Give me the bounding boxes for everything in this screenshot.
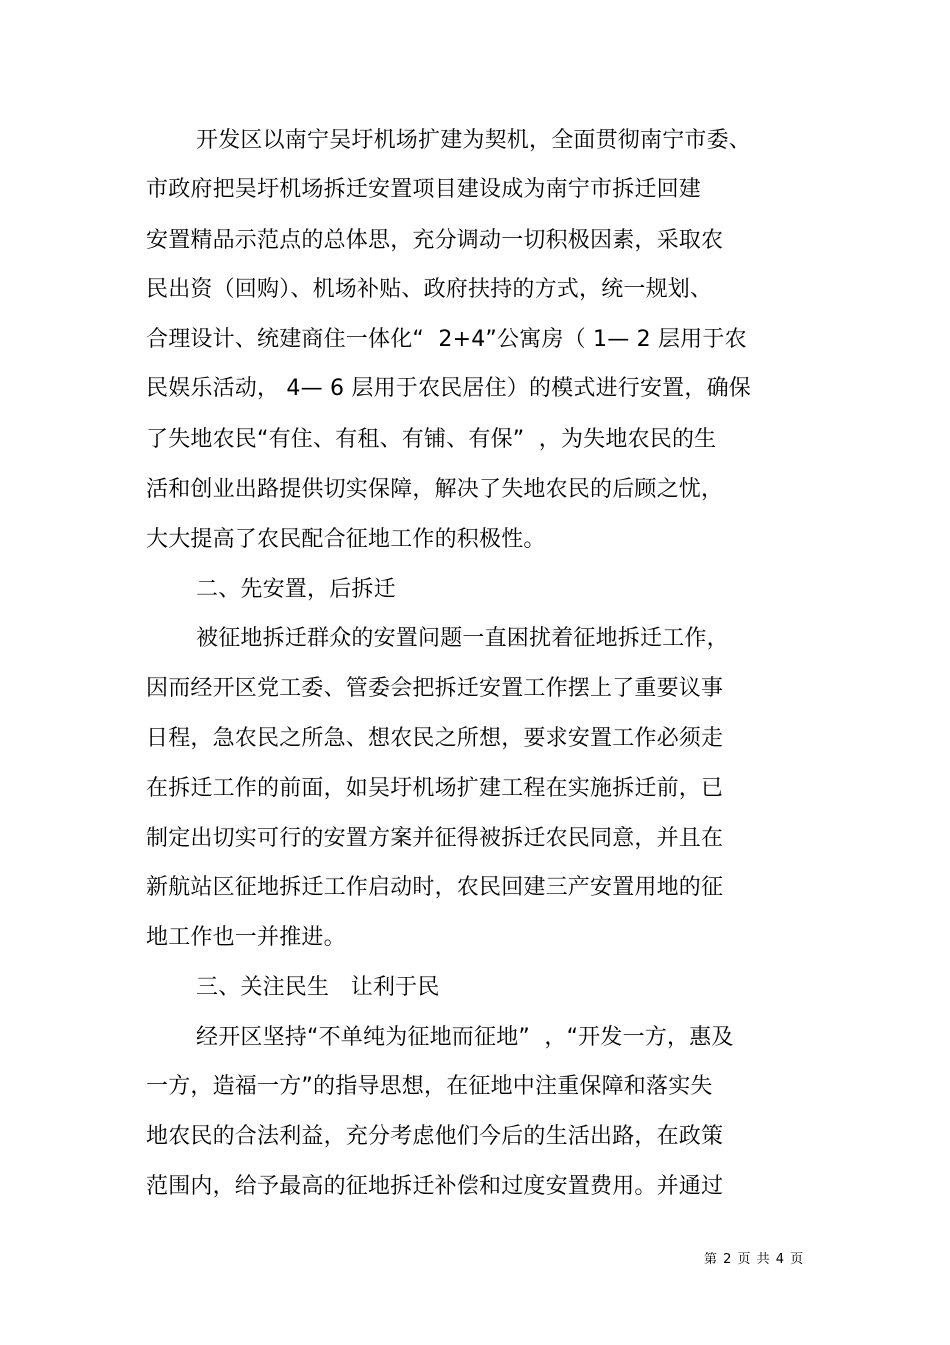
section-heading-3: 三、关注民生 让利于民 <box>196 975 440 1000</box>
body-line-22: 范围内，给予最高的征地拆迁补偿和过度安置费用。并通过 <box>146 1174 724 1199</box>
body-line-11: 被征地拆迁群众的安置问题一直困扰着征地拆迁工作， <box>196 626 729 651</box>
body-line-16: 新航站区征地拆迁工作启动时，农民回建三产安置用地的征 <box>146 875 724 900</box>
body-line-7: 了失地农民“有住、有租、有铺、有保” ，为失地农民的生 <box>146 427 717 452</box>
body-line-20: 一方，造福一方”的指导思想，在征地中注重保障和落实失 <box>146 1074 713 1099</box>
body-line-5: 合理设计、统建商住一体化“ 2+4”公寓房（ 1— 2 层用于农 <box>146 327 747 352</box>
body-line-14: 在拆迁工作的前面，如吴圩机场扩建工程在实施拆迁前，已 <box>146 776 724 801</box>
body-line-13: 日程，急农民之所急、想农民之所想，要求安置工作必须走 <box>146 726 724 751</box>
body-line-15: 制定出切实可行的安置方案并征得被拆迁农民同意，并且在 <box>146 826 724 851</box>
body-line-2: 市政府把吴圩机场拆迁安置项目建设成为南宁市拆迁回建 <box>146 177 702 202</box>
body-line-6: 民娱乐活动， 4— 6 层用于农民居住）的模式进行安置，确保 <box>146 376 751 401</box>
body-line-3: 安置精品示范点的总体思，充分调动一切积极因素，采取农 <box>146 228 724 253</box>
body-line-4: 民出资（回购）、机场补贴、政府扶持的方式，统一规划、 <box>146 277 713 302</box>
body-line-8: 活和创业出路提供切实保障，解决了失地农民的后顾之忧， <box>146 477 724 502</box>
body-line-21: 地农民的合法利益，充分考虑他们今后的生活出路，在政策 <box>146 1124 724 1149</box>
body-line-17: 地工作也一并推进。 <box>146 925 346 950</box>
body-line-1: 开发区以南宁吴圩机场扩建为契机，全面贯彻南宁市委、 <box>196 128 752 153</box>
body-line-12: 因而经开区党工委、管委会把拆迁安置工作摆上了重要议事 <box>146 676 724 701</box>
section-heading-2: 二、先安置，后拆迁 <box>196 577 396 602</box>
body-line-19: 经开区坚持“不单纯为征地而征地” ，“开发一方，惠及 <box>196 1025 734 1050</box>
body-line-9: 大大提高了农民配合征地工作的积极性。 <box>146 527 546 552</box>
page-number-footer: 第 2 页 共 4 页 <box>704 1252 805 1267</box>
